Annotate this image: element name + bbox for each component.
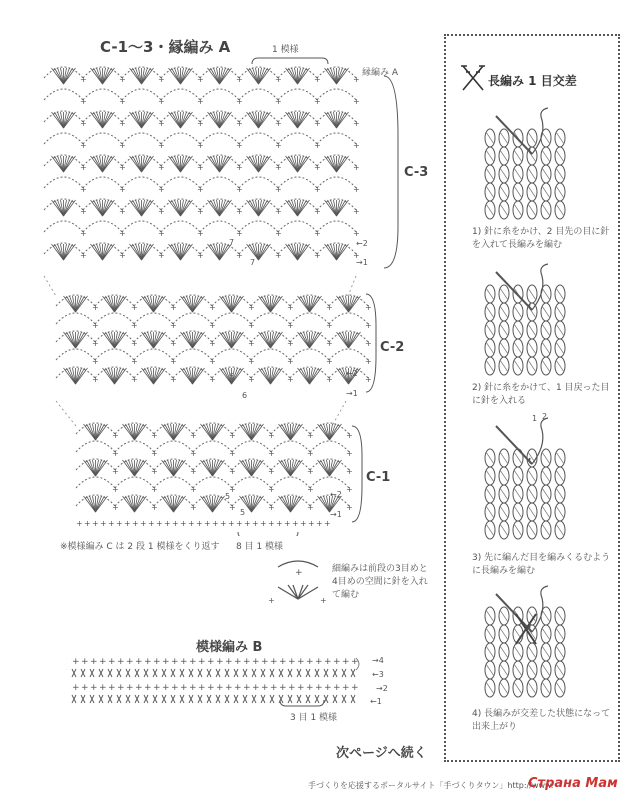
- svg-text:+: +: [326, 375, 333, 384]
- svg-text:+: +: [248, 375, 255, 384]
- svg-text:+: +: [197, 97, 204, 106]
- svg-text:+: +: [351, 657, 359, 667]
- svg-text:+: +: [124, 519, 131, 528]
- svg-text:+: +: [346, 431, 353, 440]
- b-row-4: →4: [372, 656, 384, 665]
- svg-text:+: +: [197, 163, 204, 172]
- svg-text:+: +: [229, 503, 236, 512]
- svg-text:+: +: [295, 568, 303, 578]
- svg-text:+: +: [365, 339, 372, 348]
- svg-text:+: +: [306, 657, 314, 667]
- svg-text:+: +: [314, 251, 321, 260]
- svg-text:+: +: [244, 519, 251, 528]
- svg-text:+: +: [284, 519, 291, 528]
- svg-text:+: +: [236, 251, 243, 260]
- svg-text:+: +: [197, 207, 204, 216]
- svg-text:+: +: [156, 519, 163, 528]
- footer-text: 手づくりを応援するポータルサイト「手づくりタウン」http://www.: [308, 781, 554, 790]
- svg-text:+: +: [99, 683, 107, 693]
- svg-text:+: +: [212, 519, 219, 528]
- row-arrow-2: ←2: [346, 369, 358, 378]
- svg-text:+: +: [314, 185, 321, 194]
- row-num: 5: [225, 492, 231, 501]
- svg-text:+: +: [353, 185, 360, 194]
- svg-text:+: +: [234, 657, 242, 667]
- svg-text:+: +: [353, 141, 360, 150]
- svg-text:+: +: [270, 657, 278, 667]
- svg-text:+: +: [204, 519, 211, 528]
- svg-text:+: +: [314, 119, 321, 128]
- svg-text:+: +: [180, 657, 188, 667]
- svg-text:+: +: [170, 303, 177, 312]
- svg-text:+: +: [132, 519, 139, 528]
- svg-text:+: +: [342, 683, 350, 693]
- svg-text:+: +: [261, 657, 269, 667]
- svg-text:+: +: [190, 449, 197, 458]
- svg-text:+: +: [209, 375, 216, 384]
- svg-text:+: +: [275, 207, 282, 216]
- svg-text:+: +: [84, 519, 91, 528]
- svg-text:+: +: [248, 321, 255, 330]
- crochet-chart-c: [36, 56, 436, 536]
- svg-text:+: +: [80, 163, 87, 172]
- svg-text:+: +: [260, 519, 267, 528]
- svg-text:+: +: [151, 449, 158, 458]
- svg-text:+: +: [220, 519, 227, 528]
- svg-text:+: +: [236, 207, 243, 216]
- svg-text:+: +: [236, 519, 243, 528]
- svg-text:+: +: [119, 75, 126, 84]
- svg-text:+: +: [116, 519, 123, 528]
- svg-text:+: +: [216, 657, 224, 667]
- svg-text:+: +: [76, 519, 83, 528]
- svg-text:+: +: [117, 683, 125, 693]
- svg-text:+: +: [81, 657, 89, 667]
- svg-text:+: +: [131, 303, 138, 312]
- svg-text:+: +: [292, 519, 299, 528]
- svg-text:+: +: [112, 449, 119, 458]
- svg-text:+: +: [190, 485, 197, 494]
- svg-text:+: +: [92, 303, 99, 312]
- svg-text:+: +: [189, 657, 197, 667]
- svg-text:+: +: [288, 683, 296, 693]
- row-arrow-1: →1: [356, 258, 368, 267]
- svg-text:+: +: [151, 431, 158, 440]
- svg-text:+: +: [225, 657, 233, 667]
- svg-text:+: +: [108, 683, 116, 693]
- svg-text:+: +: [314, 229, 321, 238]
- svg-text:+: +: [287, 357, 294, 366]
- svg-text:+: +: [314, 97, 321, 106]
- svg-text:+: +: [351, 683, 359, 693]
- repeat-b: 3 目 1 模様: [290, 713, 338, 723]
- note-c: ※模様編み C は 2 段 1 模様をくり返す: [60, 542, 220, 552]
- svg-text:+: +: [92, 519, 99, 528]
- row-num: 7: [229, 238, 235, 247]
- svg-text:+: +: [81, 683, 89, 693]
- svg-text:+: +: [353, 119, 360, 128]
- svg-text:+: +: [92, 321, 99, 330]
- svg-text:+: +: [279, 683, 287, 693]
- svg-text:+: +: [80, 97, 87, 106]
- svg-text:+: +: [180, 519, 187, 528]
- svg-text:+: +: [236, 97, 243, 106]
- svg-text:+: +: [248, 339, 255, 348]
- step-3-illustration: [476, 416, 580, 546]
- svg-text:+: +: [119, 251, 126, 260]
- svg-text:+: +: [188, 519, 195, 528]
- b-row-3: ←3: [372, 670, 384, 679]
- svg-text:+: +: [170, 321, 177, 330]
- svg-text:+: +: [80, 251, 87, 260]
- svg-text:+: +: [346, 467, 353, 476]
- svg-text:+: +: [288, 657, 296, 667]
- svg-text:+: +: [248, 357, 255, 366]
- svg-text:+: +: [92, 339, 99, 348]
- svg-text:+: +: [252, 657, 260, 667]
- svg-text:+: +: [268, 485, 275, 494]
- svg-text:+: +: [324, 657, 332, 667]
- svg-text:+: +: [314, 141, 321, 150]
- svg-text:+: +: [99, 657, 107, 667]
- svg-text:+: +: [112, 467, 119, 476]
- svg-text:+: +: [80, 75, 87, 84]
- svg-text:+: +: [326, 357, 333, 366]
- svg-text:+: +: [276, 519, 283, 528]
- svg-text:+: +: [353, 97, 360, 106]
- svg-text:+: +: [353, 75, 360, 84]
- svg-text:+: +: [306, 683, 314, 693]
- svg-text:+: +: [236, 141, 243, 150]
- svg-text:+: +: [307, 485, 314, 494]
- svg-text:+: +: [324, 683, 332, 693]
- svg-text:+: +: [171, 657, 179, 667]
- svg-text:+: +: [108, 657, 116, 667]
- svg-text:+: +: [209, 303, 216, 312]
- step-3-text: 3) 先に編んだ目を編みくるむように長編みを編む: [472, 553, 611, 576]
- section-c2-label: C-2: [380, 340, 405, 355]
- svg-text:+: +: [197, 119, 204, 128]
- svg-text:+: +: [90, 683, 98, 693]
- step-4-text: 4) 長編みが交差した状態になって出来上がり: [472, 709, 611, 732]
- svg-text:+: +: [307, 431, 314, 440]
- svg-text:+: +: [252, 683, 260, 693]
- step-1-text: 1) 針に糸をかけ、2 目先の目に針を入れて長編みを編む: [472, 227, 610, 250]
- step-2-illustration: [476, 262, 580, 382]
- svg-text:+: +: [151, 485, 158, 494]
- svg-text:+: +: [270, 683, 278, 693]
- row-num: 7: [250, 258, 256, 267]
- svg-text:+: +: [80, 229, 87, 238]
- svg-text:+: +: [275, 141, 282, 150]
- svg-text:+: +: [119, 119, 126, 128]
- svg-text:+: +: [112, 503, 119, 512]
- svg-text:+: +: [275, 97, 282, 106]
- svg-text:+: +: [225, 683, 233, 693]
- svg-text:+: +: [197, 141, 204, 150]
- svg-text:+: +: [229, 467, 236, 476]
- svg-text:+: +: [268, 503, 275, 512]
- svg-text:+: +: [275, 75, 282, 84]
- svg-text:+: +: [324, 519, 331, 528]
- svg-text:+: +: [287, 339, 294, 348]
- svg-text:+: +: [236, 75, 243, 84]
- svg-text:+: +: [198, 657, 206, 667]
- svg-text:+: +: [119, 141, 126, 150]
- svg-text:+: +: [275, 251, 282, 260]
- sc-symbol-diagram: [268, 555, 328, 605]
- svg-text:+: +: [261, 683, 269, 693]
- svg-text:+: +: [119, 163, 126, 172]
- svg-text:+: +: [365, 375, 372, 384]
- b-row-1: ←1: [370, 697, 382, 706]
- svg-text:+: +: [209, 357, 216, 366]
- svg-text:+: +: [80, 141, 87, 150]
- svg-text:+: +: [119, 185, 126, 194]
- svg-text:+: +: [162, 657, 170, 667]
- svg-text:+: +: [268, 467, 275, 476]
- svg-text:+: +: [135, 657, 143, 667]
- svg-text:+: +: [229, 449, 236, 458]
- svg-text:+: +: [126, 683, 134, 693]
- svg-text:+: +: [131, 321, 138, 330]
- svg-text:+: +: [275, 119, 282, 128]
- svg-text:+: +: [307, 503, 314, 512]
- svg-text:+: +: [243, 657, 251, 667]
- svg-text:+: +: [158, 163, 165, 172]
- svg-text:+: +: [275, 229, 282, 238]
- svg-text:+: +: [162, 683, 170, 693]
- svg-text:+: +: [140, 519, 147, 528]
- edge-label-a: 縁編み A: [362, 68, 399, 78]
- svg-text:+: +: [287, 303, 294, 312]
- svg-text:+: +: [131, 375, 138, 384]
- svg-text:+: +: [268, 431, 275, 440]
- svg-text:+: +: [314, 207, 321, 216]
- svg-text:+: +: [365, 303, 372, 312]
- svg-text:+: +: [135, 683, 143, 693]
- svg-text:+: +: [158, 207, 165, 216]
- svg-text:+: +: [236, 119, 243, 128]
- svg-text:+: +: [315, 657, 323, 667]
- next-page: 次ページへ続く: [336, 746, 427, 761]
- svg-text:+: +: [196, 519, 203, 528]
- row-arrow-2: ←2: [356, 239, 368, 248]
- svg-text:+: +: [170, 339, 177, 348]
- svg-text:+: +: [297, 683, 305, 693]
- row-arrow-2: ←2: [330, 490, 342, 499]
- svg-text:+: +: [236, 163, 243, 172]
- svg-text:+: +: [346, 485, 353, 494]
- svg-text:+: +: [190, 431, 197, 440]
- svg-text:+: +: [326, 339, 333, 348]
- svg-text:+: +: [119, 97, 126, 106]
- svg-text:+: +: [80, 119, 87, 128]
- b-row-2: →2: [376, 684, 388, 693]
- step-2-text: 2) 針に糸をかけて、1 目戻った目に針を入れる: [472, 383, 610, 406]
- svg-text:+: +: [307, 467, 314, 476]
- svg-text:+: +: [229, 485, 236, 494]
- svg-text:+: +: [316, 519, 323, 528]
- svg-text:+: +: [131, 357, 138, 366]
- svg-text:+: +: [144, 657, 152, 667]
- svg-text:+: +: [164, 519, 171, 528]
- svg-text:+: +: [207, 657, 215, 667]
- svg-text:+: +: [112, 485, 119, 494]
- svg-text:+: +: [158, 229, 165, 238]
- svg-text:+: +: [234, 683, 242, 693]
- svg-text:+: +: [108, 519, 115, 528]
- svg-text:+: +: [151, 503, 158, 512]
- svg-text:+: +: [236, 185, 243, 194]
- svg-text:+: +: [268, 519, 275, 528]
- svg-text:+: +: [252, 519, 259, 528]
- svg-text:+: +: [72, 657, 80, 667]
- svg-text:+: +: [158, 119, 165, 128]
- svg-text:+: +: [90, 657, 98, 667]
- crossed-dc-icon: [460, 62, 486, 92]
- svg-text:+: +: [307, 449, 314, 458]
- svg-text:+: +: [198, 683, 206, 693]
- row-arrow-1: →1: [330, 510, 342, 519]
- svg-text:+: +: [275, 163, 282, 172]
- svg-text:+: +: [236, 229, 243, 238]
- svg-text:+: +: [228, 519, 235, 528]
- svg-text:+: +: [92, 375, 99, 384]
- svg-text:+: +: [190, 503, 197, 512]
- crochet-chart-b: [66, 654, 366, 710]
- svg-text:+: +: [180, 683, 188, 693]
- svg-text:+: +: [170, 357, 177, 366]
- svg-text:+: +: [197, 75, 204, 84]
- svg-text:+: +: [158, 141, 165, 150]
- svg-text:+: +: [92, 357, 99, 366]
- svg-text:+: +: [209, 339, 216, 348]
- svg-text:+: +: [333, 657, 341, 667]
- arrow-num-1: 1: [532, 414, 538, 423]
- watermark: Страна Мам: [528, 776, 618, 791]
- svg-text:+: +: [197, 185, 204, 194]
- svg-text:+: +: [158, 75, 165, 84]
- svg-text:+: +: [117, 657, 125, 667]
- svg-text:+: +: [315, 683, 323, 693]
- svg-text:+: +: [326, 321, 333, 330]
- row-arrow-1: →1: [346, 389, 358, 398]
- svg-text:+: +: [190, 467, 197, 476]
- svg-text:+: +: [153, 683, 161, 693]
- svg-text:+: +: [131, 339, 138, 348]
- svg-text:+: +: [308, 519, 315, 528]
- panel-title: 長編み 1 目交差: [488, 74, 577, 88]
- svg-text:+: +: [300, 519, 307, 528]
- pattern-b-title: 模様編み B: [196, 640, 263, 655]
- svg-text:+: +: [197, 251, 204, 260]
- svg-text:+: +: [268, 596, 275, 605]
- svg-text:+: +: [119, 229, 126, 238]
- svg-text:+: +: [119, 207, 126, 216]
- svg-text:+: +: [112, 431, 119, 440]
- svg-text:+: +: [248, 303, 255, 312]
- stitch-tutorial-panel: [444, 34, 620, 762]
- arrow-num-2: 2: [542, 412, 548, 421]
- main-title: C-1～3・縁編み A: [100, 38, 231, 56]
- step-4-illustration: [476, 584, 580, 704]
- svg-text:+: +: [207, 683, 215, 693]
- svg-text:+: +: [151, 467, 158, 476]
- svg-text:+: +: [148, 519, 155, 528]
- svg-text:+: +: [275, 185, 282, 194]
- svg-text:+: +: [353, 163, 360, 172]
- svg-text:+: +: [297, 657, 305, 667]
- svg-text:+: +: [158, 97, 165, 106]
- svg-text:+: +: [153, 657, 161, 667]
- svg-text:+: +: [268, 449, 275, 458]
- svg-text:+: +: [126, 657, 134, 667]
- svg-text:+: +: [365, 321, 372, 330]
- svg-text:+: +: [314, 163, 321, 172]
- svg-text:+: +: [229, 431, 236, 440]
- svg-text:+: +: [170, 375, 177, 384]
- svg-text:+: +: [287, 321, 294, 330]
- svg-text:+: +: [353, 207, 360, 216]
- svg-text:+: +: [80, 185, 87, 194]
- svg-text:+: +: [209, 321, 216, 330]
- row-num: 5: [240, 508, 246, 517]
- svg-text:+: +: [172, 519, 179, 528]
- svg-text:+: +: [158, 251, 165, 260]
- repeat-c: 8 目 1 模様: [236, 542, 284, 552]
- svg-text:+: +: [353, 229, 360, 238]
- svg-text:+: +: [171, 683, 179, 693]
- repeat-label-top: 1 模様: [272, 45, 299, 55]
- svg-text:+: +: [353, 251, 360, 260]
- svg-text:+: +: [320, 596, 327, 605]
- svg-text:+: +: [243, 683, 251, 693]
- svg-text:+: +: [216, 683, 224, 693]
- svg-text:+: +: [326, 303, 333, 312]
- svg-text:+: +: [287, 375, 294, 384]
- svg-text:+: +: [197, 229, 204, 238]
- svg-text:+: +: [346, 449, 353, 458]
- svg-text:+: +: [342, 657, 350, 667]
- svg-text:+: +: [279, 657, 287, 667]
- section-c3-label: C-3: [404, 165, 429, 180]
- row-num: 6: [229, 372, 235, 381]
- svg-text:+: +: [100, 519, 107, 528]
- section-c1-label: C-1: [366, 470, 391, 485]
- sc-note: 細編みは前段の3目めと4目めの空間に針を入れて編む: [332, 564, 428, 600]
- step-1-illustration: [476, 106, 580, 226]
- svg-text:+: +: [80, 207, 87, 216]
- svg-text:+: +: [314, 75, 321, 84]
- svg-text:+: +: [158, 185, 165, 194]
- svg-text:+: +: [333, 683, 341, 693]
- svg-text:+: +: [365, 357, 372, 366]
- svg-text:+: +: [72, 683, 80, 693]
- svg-text:+: +: [346, 503, 353, 512]
- svg-text:+: +: [189, 683, 197, 693]
- row-num: 6: [242, 391, 248, 400]
- svg-text:+: +: [144, 683, 152, 693]
